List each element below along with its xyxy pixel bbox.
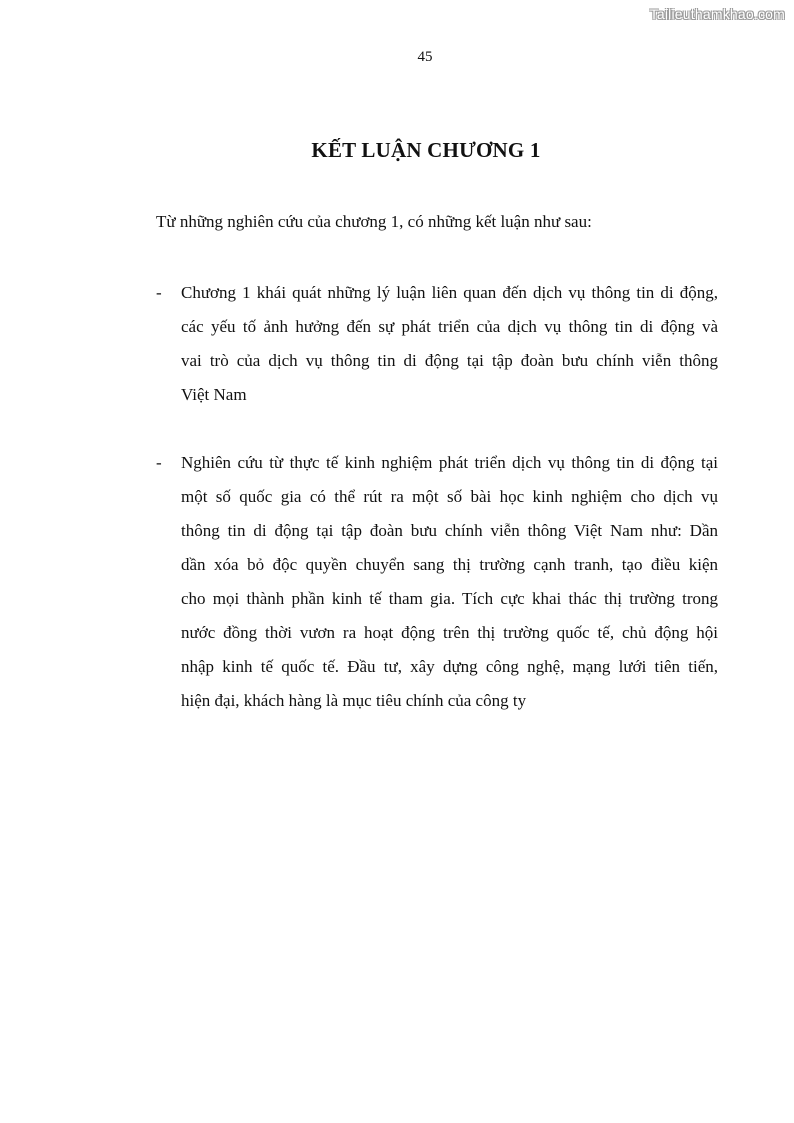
text-line: Nghiên cứu từ thực tế kinh nghiệm phát triển dịch vụ thông tin di động tại xyxy=(181,453,718,472)
text-line: nước đồng thời vươn ra hoạt động trên thị trường quốc tế, chủ động hội xyxy=(181,623,718,642)
text-line: các yếu tố ảnh hưởng đến sự phát triển của dịch vụ thông tin di động và xyxy=(181,317,718,336)
bullet-text-1 xyxy=(181,276,718,412)
text-line: hiện đại, khách hàng là mục tiêu chính của công ty xyxy=(181,691,527,710)
text-line: Chương 1 khái quát những lý luận liên quan đến dịch vụ thông tin di động, xyxy=(181,283,718,302)
bullet-item-2 xyxy=(156,446,718,718)
chapter-title: KẾT LUẬN CHƯƠNG 1 xyxy=(311,138,541,162)
text-line: Việt Nam xyxy=(181,385,247,404)
bullet-text-2 xyxy=(181,446,718,718)
text-line: thông tin di động tại tập đoàn bưu chính viễn thông Việt Nam như: Dần xyxy=(181,521,718,540)
page-number: 45 xyxy=(417,49,433,65)
text-line: vai trò của dịch vụ thông tin di động tại tập đoàn bưu chính viễn thông xyxy=(181,351,718,370)
text-line: một số quốc gia có thể rút ra một số bài học kinh nghiệm cho dịch vụ xyxy=(181,487,718,506)
intro-paragraph: Từ những nghiên cứu của chương 1, có những kết luận như sau: xyxy=(156,212,592,231)
text-line: dần xóa bỏ độc quyền chuyển sang thị trường cạnh tranh, tạo điều kiện xyxy=(181,555,718,574)
watermark: Tailieuthamkhao.com xyxy=(649,6,785,22)
bullet-marker: - xyxy=(156,283,162,302)
bullet-item-1 xyxy=(156,276,718,412)
text-line: nhập kinh tế quốc tế. Đầu tư, xây dựng công nghệ, mạng lưới tiên tiến, xyxy=(181,657,718,676)
bullet-marker: - xyxy=(156,453,162,472)
text-line: cho mọi thành phần kinh tế tham gia. Tích cực khai thác thị trường trong xyxy=(181,589,718,608)
